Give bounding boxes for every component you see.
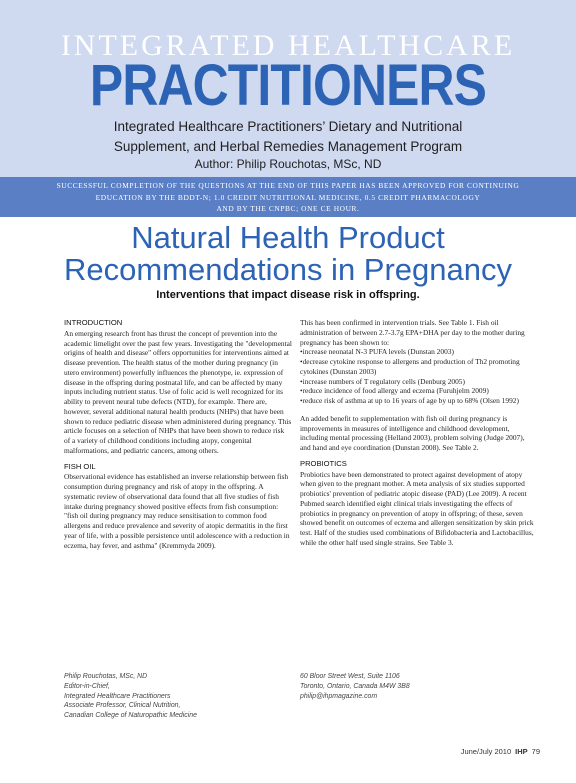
list-item: • reduce incidence of food allergy and eczema (Furuhjelm 2009) [300,386,536,396]
author-contact [300,672,500,701]
left-column [64,318,292,556]
list-item: • decrease cytokine response to allergens and production of Th2 promoting cytokines (Dunstan 2003) [300,357,536,377]
program-subtitle [0,117,576,157]
right-column [300,318,536,554]
affiliation-line: Associate Professor, Clinical Nutrition, [64,702,181,710]
affiliation-line: Canadian College of Naturopathic Medicine [64,712,197,720]
article-title [0,222,576,286]
masthead [0,0,576,177]
ce-banner-line1: SUCCESSFUL COMPLETION OF THE QUESTIONS AT THE END OF THIS PAPER HAS BEEN APPROVED FOR CONTINUING [56,181,520,190]
ce-banner-line3: AND BY THE CNPBC; ONE CE HOUR. [216,204,360,213]
program-subtitle-line2: Supplement, and Herbal Remedies Management Program [113,139,463,154]
article-title-line1: Natural Health Product [131,220,445,255]
folio-page-number: 79 [531,747,540,756]
intro-paragraph: An emerging research front has thrust the concept of prevention into the academic limelight over the past few years. Investigating the "developmental origins of health and disease" offers opportunities for interventions aimed at disease prevention. The health status of the mother during pregnancy (in utero environment) powerfully influences the phenotype, ie. expression of disease in the offspring during postnatal life, and can be affected by many inputs including nutrient status. Use of folic acid is well recognized for its ability to prevent neural tube defects (NTD), for example. There are, however, several additional natural health products (NHPs) that have been shown to reduce pediatric disease when administered during pregnancy. This article focuses on a selection of NHPs that have been shown to reduce risk of a variety of childhood conditions including atopy, congenital malformations, and pediatric cancers, among others. [64,328,292,455]
ce-banner-line2: EDUCATION BY THE BDDT-N; 1.0 CREDIT NUTRITIONAL MEDICINE, 0.5 CREDIT PHARMACOLOGY [95,192,481,202]
contact-address-line: 60 Bloor Street West, Suite 1106 [300,673,400,680]
affiliation-line: Philip Rouchotas, MSc, ND [64,673,148,680]
list-item: • increase numbers of T regulatory cells (Denburg 2005) [300,377,536,387]
masthead-top-line: INTEGRATED HEALTHCARE [60,29,516,62]
article-title-line2: Recommendations in Pregnancy [63,252,513,287]
fish-oil-trials-paragraph: This has been confirmed in intervention trials. See Table 1. Fish oil administration of between 2.7-3.7g EPA+DHA per day to the mother during pregnancy has been shown to: [300,318,525,347]
fish-oil-development-paragraph: An added benefit to supplementation with fish oil during pregnancy is improvements in measures of intelligence and childhood development, including mental processing (Helland 2003), problem solving (Judge 2007), and hand and eye coordination (Dunstan 2008). See Table 2. [300,413,525,452]
author-affiliation [64,672,274,721]
contact-email[interactable]: philip@ihpmagazine.com [300,692,378,700]
author-line: Author: Philip Rouchotas, MSc, ND [194,157,382,171]
masthead-title: PRACTITIONERS [89,53,487,118]
intro-heading: INTRODUCTION [64,318,123,327]
list-item: • increase neonatal N-3 PUFA levels (Dunstan 2003) [300,347,536,357]
folio-issue: June/July 2010 [460,747,512,756]
probiotics-heading: PROBIOTICS [300,458,347,468]
list-item: • reduce risk of asthma at up to 16 years of age by up to 68% (Olsen 1992) [300,396,536,406]
fish-oil-benefits-list [300,347,536,406]
ce-credit-banner [0,177,576,217]
affiliation-line: Editor-in-Chief, [64,682,110,690]
affiliation-line: Integrated Healthcare Practitioners [64,692,171,700]
program-subtitle-line1: Integrated Healthcare Practitioners’ Dietary and Nutritional [113,119,463,134]
probiotics-paragraph: Probiotics have been demonstrated to protect against development of atopy when given to the pregnant mother. A meta analysis of six studies supported probiotics' prevention of pediatric atopic disease (PAD) (Lee 2009). A recent Pubmed search identified eight clinical trials investigating the effects of probiotics in pregnancy on prevention of atopy in offspring; of these, seven showed benefit on outcomes of eczema and allergen sensitization by skin prick test. Half of the studies used combinations of Bifidobacteria and Lactobacillus, while the other half used single strains. See Table 3. [300,469,534,547]
contact-city-line: Toronto, Ontario, Canada M4W 3B8 [300,682,410,690]
fish-oil-heading: FISH OIL [64,461,96,471]
article-subtitle: Interventions that impact disease risk in offspring. [156,289,420,301]
page-folio [461,747,540,756]
fish-oil-paragraph: Observational evidence has established an inverse relationship between fish consumption during pregnancy and risk of atopy in the offspring. A systematic review of observational data found that all five studies of fish intake during pregnancy showed positive effects from fish consumption: "fish oil during pregnancy may reduce sensitisation to common food allergens and reduce prevalence and severity of atopic dermatitis in the first year of life, with a possible persistence until adolescence with a reduction in eczema, hay fever, and asthma" (Kremmyda 2009). [64,472,290,550]
folio-journal: IHP [515,747,528,756]
